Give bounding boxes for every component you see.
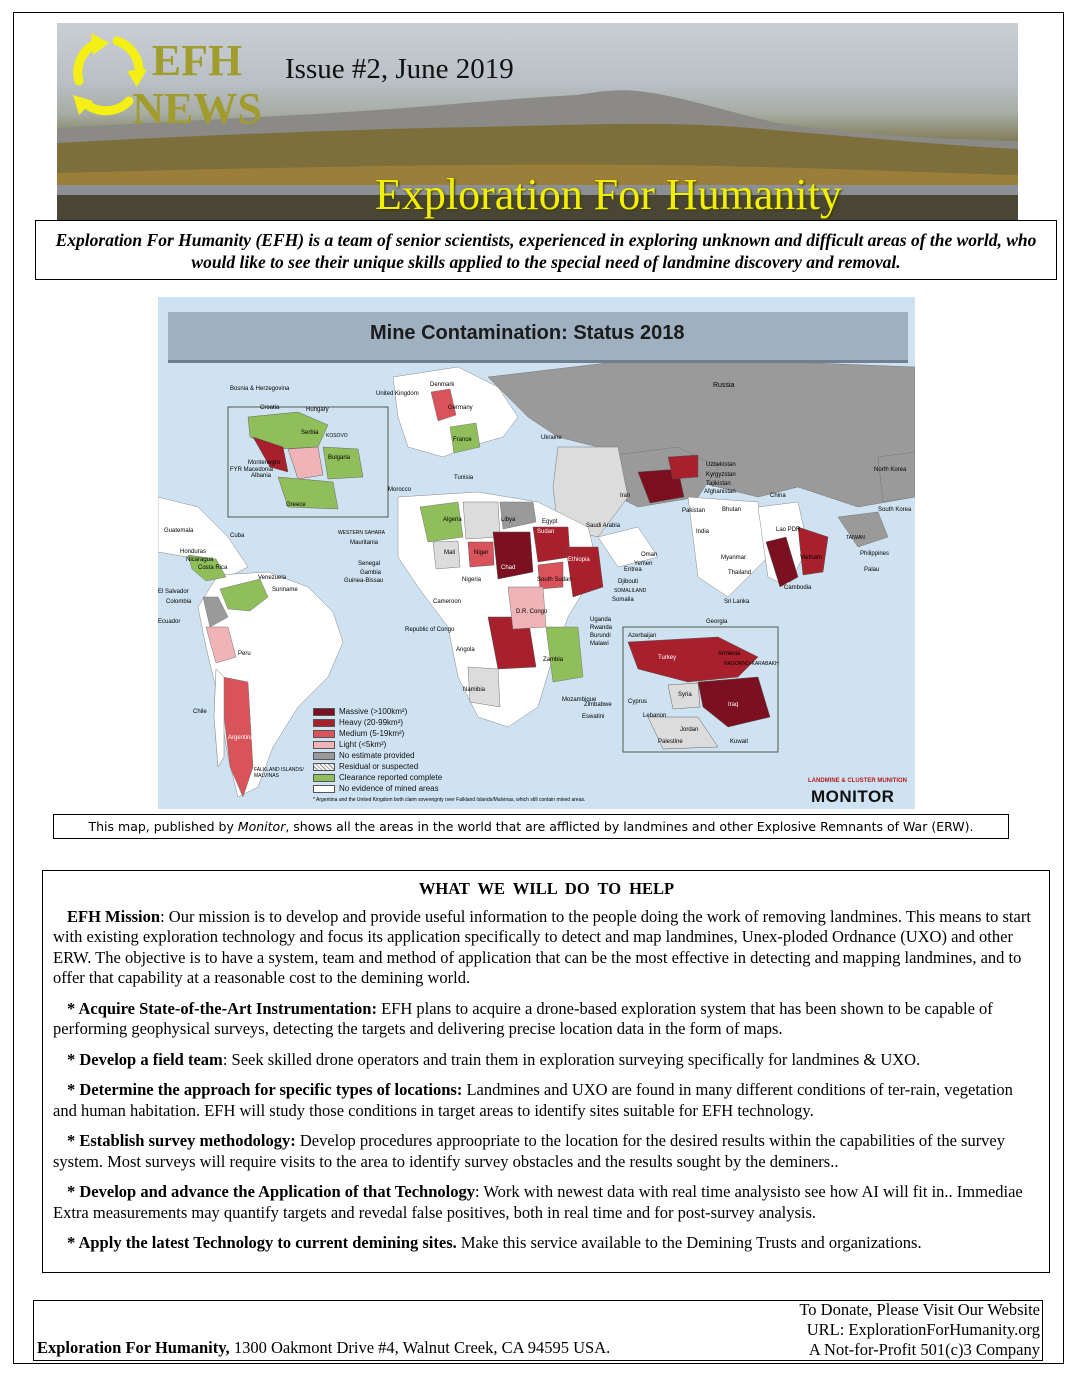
help-paragraph: * Establish survey methodology: Develop procedures approopriate to the location for the desired results within the capabilities of the survey system. Most surveys will require visits to the area to identify survey obstacles and the results sought by the deminers.. [53,1131,1006,1171]
label-uganda: Uganda [590,617,612,623]
label-cameroon: Cameroon [433,599,462,605]
label-ukraine: Ukraine [541,435,562,441]
label-eritrea: Eritrea [624,567,642,573]
label-guinea-bissau: Guinea-Bissau [344,578,384,584]
label-mali: Mali [444,550,456,556]
help-paragraph: * Acquire State-of-the-Art Instrumentation: EFH plans to acquire a drone-based exploration system that has been shown to be capable of performing geophysical surveys, detecting the targets and delivering precise location data in the form of maps. [53,998,993,1038]
label-greece: Greece [286,502,306,508]
label-rwanda: Rwanda [590,625,613,631]
label-djibouti: Djibouti [618,579,639,585]
label-vietnam: Vietnam [800,555,822,561]
map-footnote: * Argentina and the United Kingdom both claim sovereignty over Falkland Islands/Malvinas, which still contain mined areas. [313,797,586,803]
world-map-graphic [158,297,915,809]
masthead-efh-news: EFH NEWS [132,36,262,133]
help-paragraph: EFH Mission: Our mission is to develop and provide useful information to the people doing the work of removing landmines. This means to start with existing exploration technology and focus its application specifically to detect and map landmines, Unex-ploded Ordnance (UXO) and other ERW. The objective is to have a system, team and method of application that can be the most effective in detecting and mapping landmines, and to offer that capability at a reasonable cost to the demining world. [53,906,1031,987]
label-lebanon: Lebanon [643,713,667,719]
label-jordan: Jordan [680,727,699,733]
label-philippines: Philippines [860,551,890,557]
label-costa-rica: Costa Rica [198,565,228,571]
legend-item: Medium (5-19km²) [313,729,404,739]
label-western-sahara: WESTERN SAHARA [338,530,385,536]
label-kosovo: KOSOVO [326,433,348,439]
label-guatemala: Guatemala [164,528,194,534]
label-denmark: Denmark [430,382,455,388]
label-bih: Bosnia & Herzegovina [230,386,290,392]
label-el-salvador: El Salvador [158,589,189,595]
label-taiwan: TAIWAN [846,535,865,541]
label-france: France [453,437,472,443]
label-angola: Angola [456,647,475,653]
label-china: China [770,493,786,499]
legend-swatch [313,708,335,716]
label-niger: Niger [474,550,489,556]
label-myanmar: Myanmar [721,555,747,561]
label-gambia: Gambia [360,570,382,576]
label-syria: Syria [678,692,692,698]
label-georgia: Georgia [706,619,728,625]
label-india: India [696,529,710,535]
label-tajikistan: Tajikistan [706,481,731,487]
label-south-korea: South Korea [878,507,912,513]
label-tunisia: Tunisia [454,475,474,481]
legend-item: Light (<5km²) [313,740,386,750]
label-sri-lanka: Sri Lanka [724,599,750,605]
label-fyrom: FYR Macedonia [230,467,274,473]
label-croatia: Croatia [260,405,280,411]
label-chile: Chile [193,709,207,715]
footer-donate: To Donate, Please Visit Our Website [799,1300,1040,1319]
label-suriname: Suriname [272,587,298,593]
label-hungary: Hungary [306,407,329,413]
intro-statement: Exploration For Humanity (EFH) is a team of senior scientists, experienced in exploring unknown and difficult areas of the world, who would like to see their unique skills applied to the special need of landmine discovery and removal. [35,220,1057,280]
help-paragraph: * Develop and advance the Application of that Technology: Work with newest data with real time analysisto see how AI will fit in.. Immediae Extra measurements may quantify targets and revedal false positives, both in real time and for post-survey analysis. [53,1182,1023,1222]
label-uzbekistan: Uzbekistan [706,462,736,468]
label-montenegro: Montenegro [248,460,281,466]
label-mauritania: Mauritania [350,540,379,546]
recycle-arrows-icon [57,23,157,123]
label-egypt: Egypt [542,519,558,525]
label-yemen: Yemen [634,561,653,567]
label-somaliland: SOMALILAND [614,588,647,594]
label-libya: Libya [501,517,516,523]
label-afghanistan: Afghanistan [704,489,736,495]
label-kuwait: Kuwait [730,739,749,745]
label-ecuador: Ecuador [158,619,181,625]
label-palau: Palau [864,567,880,573]
legend-item: Residual or suspected [313,762,418,772]
label-senegal: Senegal [358,561,381,567]
label-russia: Russia [713,382,735,389]
label-uk: United Kingdom [376,391,419,397]
label-bhutan: Bhutan [722,507,742,513]
banner-title: Exploration For Humanity [375,170,842,219]
label-south-sudan: South Sudan [537,577,572,583]
label-kyrgyzstan: Kyrgyzstan [706,472,736,478]
label-rep-congo: Republic of Congo [405,627,455,633]
masthead-banner [57,23,1018,220]
map-title: Mine Contamination: Status 2018 [370,322,685,344]
label-peru: Peru [238,651,251,657]
label-malawi: Malawi [590,641,609,647]
legend-item: No estimate provided [313,751,415,761]
label-cyprus: Cyprus [628,699,648,705]
label-armenia: Armenia [718,651,741,657]
help-heading: WHAT WE WILL DO TO HELP [418,879,675,898]
footer-donate-block [799,1300,1040,1360]
legend-item: Heavy (20-99km²) [313,718,403,728]
help-paragraph: * Develop a field team: Seek skilled drone operators and train them in exploration surveying specifically for landmines & UXO. [67,1049,921,1069]
label-azerbaijan: Azerbaijan [628,633,657,639]
label-bulgaria: Bulgaria [328,455,351,461]
label-pakistan: Pakistan [682,508,706,514]
label-zimbabwe: Zimbabwe [584,702,612,708]
label-ethiopia: Ethiopia [568,557,590,563]
label-sudan: Sudan [537,529,555,535]
label-venezuela: Venezuela [258,575,287,581]
label-oman: Oman [641,552,658,558]
label-cuba: Cuba [230,533,245,539]
mine-contamination-map [158,297,915,809]
legend-item: No evidence of mined areas [313,784,439,794]
label-nigeria: Nigeria [462,577,482,583]
label-palestine: Palestine [658,739,683,745]
label-nicaragua: Nicaragua [186,557,214,563]
footer-nonprofit-status: A Not-for-Profit 501(c)3 Company [808,1340,1040,1359]
label-zambia: Zambia [543,657,564,663]
label-north-korea: North Korea [874,467,907,473]
label-chad: Chad [501,565,516,571]
label-turkey: Turkey [658,655,677,661]
label-cambodia: Cambodia [784,585,812,591]
label-albania: Albania [251,473,272,479]
label-namibia: Namibia [463,687,486,693]
issue-label: Issue #2, June 2019 [285,53,514,85]
help-section [42,870,1050,1273]
label-iraq: Iraq [728,702,739,708]
label-saudi-arabia: Saudi Arabia [586,523,621,529]
legend-item: Massive (>100km²) [313,707,407,717]
label-eswatini: Eswatini [582,714,605,720]
label-serbia: Serbia [301,430,319,436]
monitor-logo: MONITOR [811,787,895,806]
label-nagorno: NAGORNO-KARABAKH [724,661,779,667]
label-germany: Germany [448,405,473,411]
map-caption: This map, published by Monitor, shows all the areas in the world that are afflicted by landmines and other Explosive Remnants of War (ERW). [53,814,1009,839]
legend-swatch [313,774,335,782]
label-mozambique: Mozambique [562,697,597,703]
legend-swatch [313,752,335,760]
help-paragraph: * Apply the latest Technology to current demining sites. Make this service available to the Demining Trusts and organizations. [67,1233,922,1252]
label-somalia: Somalia [612,597,634,603]
monitor-tagline: LANDMINE & CLUSTER MUNITION [808,778,907,784]
footer-address: Exploration For Humanity, 1300 Oakmont Drive #4, Walnut Creek, CA 94595 USA. [37,1338,611,1357]
label-falklands: FALKLAND ISLANDS/ MALVINAS [254,767,304,779]
footer [33,1300,1043,1361]
help-paragraph: * Determine the approach for specific types of locations: Landmines and UXO are found in many different conditions of ter-rain, vegetation and human habitation. EFH will study those conditions in target areas to identify sites suitable for EFH technology. [53,1080,1013,1120]
label-dr-congo: D.R. Congo [516,609,548,615]
label-iran: Iran [620,493,631,499]
label-honduras: Honduras [180,549,207,555]
label-colombia: Colombia [166,599,192,605]
footer-url-link[interactable]: URL: ExplorationForHumanity.org [806,1320,1040,1339]
caption-publisher: Monitor [237,819,286,834]
legend-swatch [313,719,335,727]
legend-item: Clearance reported complete [313,773,442,783]
legend-swatch [313,730,335,738]
label-argentina: Argentina* [228,735,257,741]
label-algeria: Algeria [443,517,462,523]
legend-swatch [313,785,335,793]
label-morocco: Morocco [388,487,412,493]
label-thailand: Thailand [728,570,752,576]
legend-swatch [313,741,335,749]
footer-org-name: Exploration For Humanity, [37,1338,230,1357]
legend-swatch [313,763,335,771]
label-lao: Lao PDR [776,527,801,533]
label-burundi: Burundi [590,633,611,639]
